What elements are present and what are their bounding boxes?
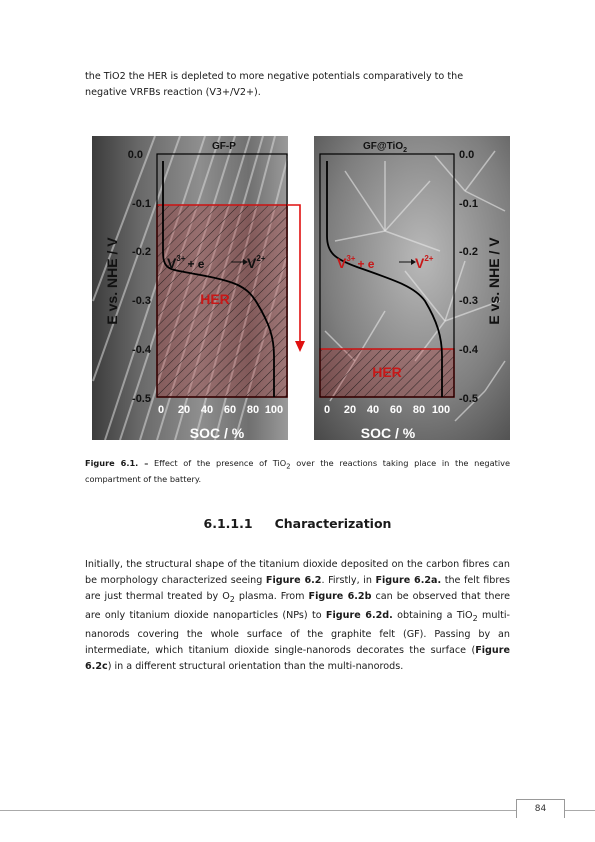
right-ytick: -0.2 [459,246,478,258]
figure-caption [85,457,510,485]
caption-sub: 2 [286,462,291,471]
svg-text:V3++ e: $V^{3+} + e$ [337,254,375,271]
left-ylabel: E vs. NHE / V [104,237,120,325]
left-ytick: -0.5 [132,393,151,405]
svg-text:V2+: $V^{2+}$ [247,254,266,271]
intro-line-2: negative VRFBs reaction (V3+/V2+). [85,87,261,98]
left-ytick: -0.2 [132,246,151,258]
left-xtick: 60 [223,404,237,416]
body-text: plasma. From [234,591,309,602]
left-xtick: 40 [200,404,214,416]
left-xtick: 80 [246,404,260,416]
left-xlabel: SOC / % [189,425,245,441]
subscript: 2 [229,594,235,604]
section-number: 6.1.1.1 [203,516,253,531]
right-xtick: 80 [412,404,426,416]
left-xtick: 0 [157,404,165,416]
subscript: 2 [472,613,478,623]
figure-ref: Figure 6.2a. [375,575,442,586]
body-text: ) in a different structural orientation than the multi-nanorods. [107,660,404,672]
body-text: . Firstly, in [321,575,376,586]
left-ytick: -0.1 [132,198,151,210]
page-number: 84 [516,799,565,818]
right-ytick: -0.5 [459,393,478,405]
figure-ref: Figure 6.2c [85,644,510,672]
right-ytick: -0.1 [459,198,478,210]
left-panel [92,136,288,441]
left-ytick: -0.4 [132,344,151,356]
left-ytick: 0.0 [127,149,143,161]
body-text: Initially, the structural shape of the titanium dioxide deposited on the carbon fibres can be morphology characterized seeing [85,559,510,586]
right-panel-title: GF@TiO$_2$ [362,141,408,154]
right-panel [314,136,510,441]
caption-label: Figure 6.1. – [85,458,149,468]
right-her-label: HER [372,364,402,380]
body-text: can be observed that there are only titanium dioxide nanoparticles (NPs) to [85,591,511,621]
caption-text: Effect of the presence of TiO [148,458,287,468]
body-paragraph [85,557,510,675]
body-text: the felt fibres are just thermal treated by O [85,575,510,602]
figure-ref: Figure 6.2 [265,575,322,586]
left-ytick: -0.3 [132,295,151,307]
figure-ref: Figure 6.2d. [325,609,393,621]
right-ytick: 0.0 [459,149,475,161]
figure-6-1 [85,131,510,443]
svg-text:V3++ e: $V^{3+} + e$ [167,254,205,271]
figure-ref: Figure 6.2b [308,591,372,602]
intro-line-1: the TiO2 the HER is depleted to more negative potentials comparatively to the [85,71,464,82]
right-xtick: 60 [389,404,403,416]
right-xtick: 20 [343,404,357,416]
svg-text:V2+: $V^{2+}$ [415,254,434,271]
right-xtick: 100 [431,404,451,416]
footer-rule [0,810,595,811]
section-title: Characterization [274,516,392,531]
right-xtick: 0 [323,404,331,416]
right-ytick: -0.3 [459,295,478,307]
right-xlabel: SOC / % [360,425,416,441]
left-her-label: HER [200,291,230,307]
body-text: obtaining a TiO [392,609,473,621]
shift-arrow [287,205,305,352]
intro-paragraph [85,69,510,101]
right-ytick: -0.4 [459,344,478,356]
right-xtick: 40 [366,404,380,416]
caption-text: over the reactions taking place in the negative compartment of the battery. [85,458,510,484]
left-xtick: 100 [264,404,284,416]
left-xtick: 20 [177,404,191,416]
left-panel-title: GF-P [212,141,236,152]
body-text: multi-nanorods covering the whole surface of the graphite felt (GF). Passing by an intermediate, which titanium dioxide single-nanorods decorates the surface ( [85,609,510,656]
right-ylabel: E vs. NHE / V [486,237,502,325]
section-heading [0,516,595,531]
